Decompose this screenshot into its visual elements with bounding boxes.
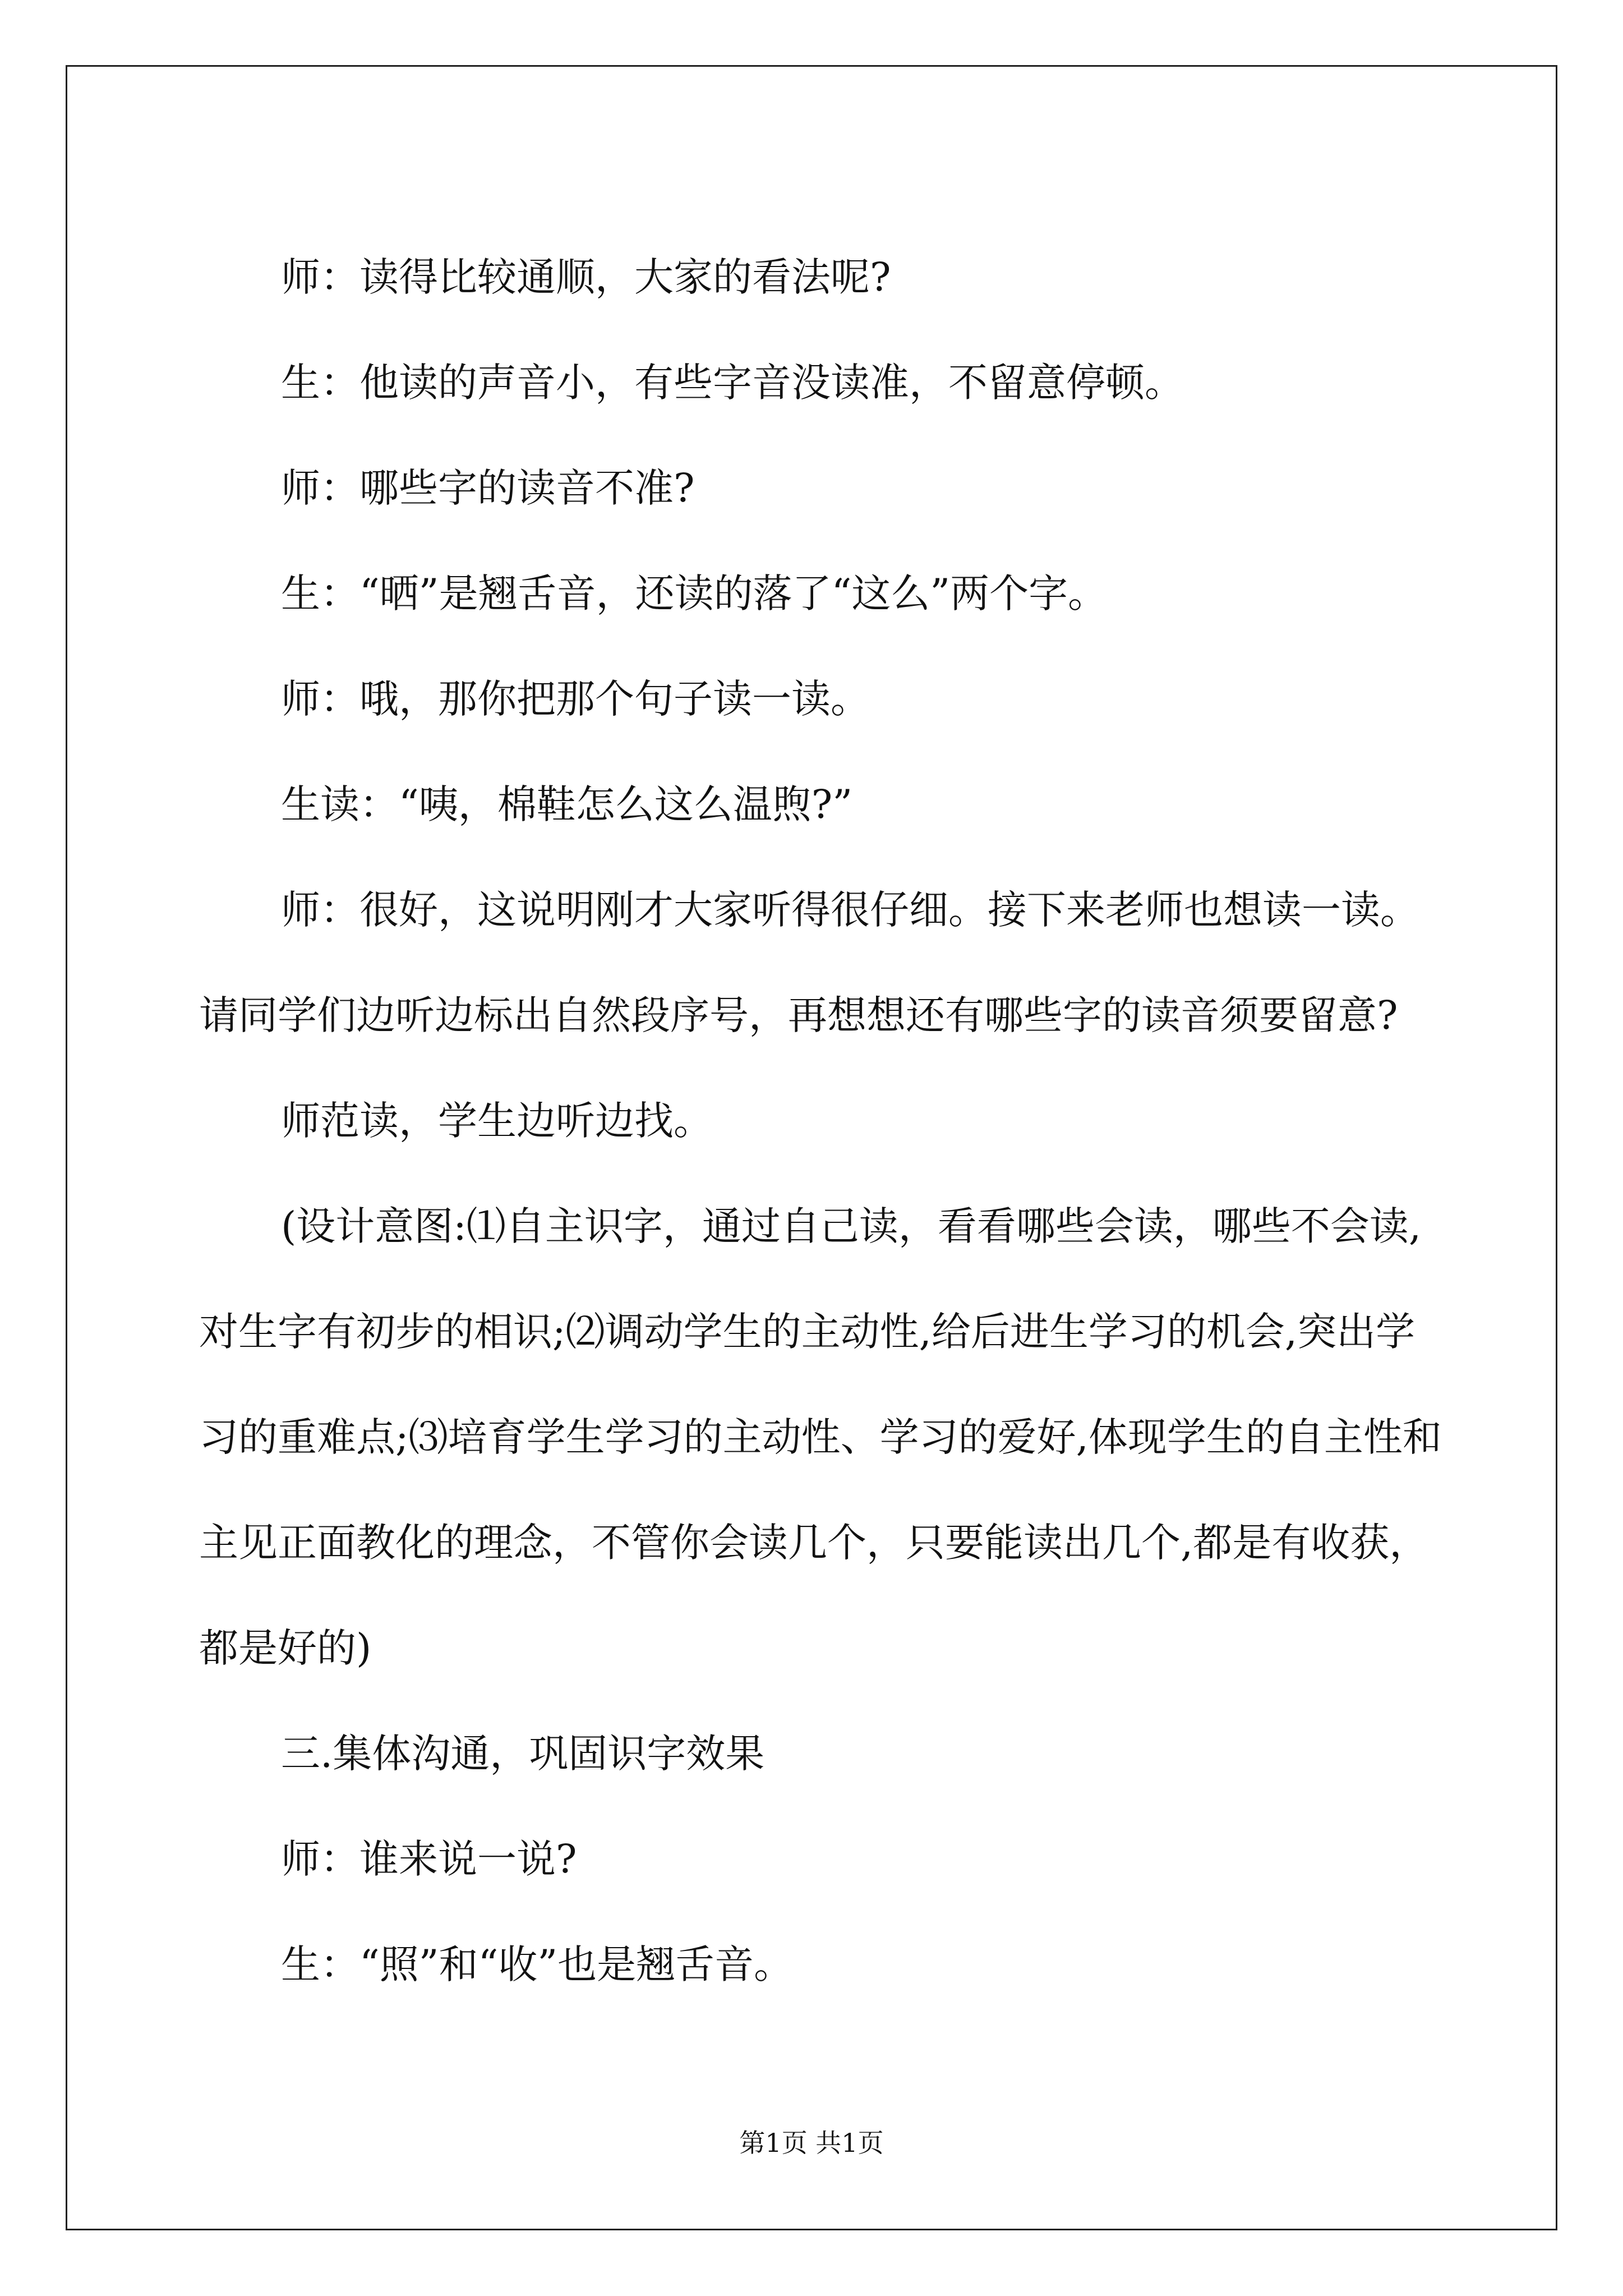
- paragraph-4: 生：“晒”是翘舌音，还读的落了“这么”两个字。: [281, 570, 1108, 616]
- paragraph-6: 生读：“咦，棉鞋怎么这么温煦?”: [281, 781, 853, 827]
- paragraph-3: 师：哪些字的读音不准?: [281, 465, 695, 511]
- paragraph-11: 师：谁来说一说?: [281, 1836, 577, 1882]
- paragraph-1: 师：读得比较通顺，大家的看法呢?: [281, 254, 891, 300]
- page-footer: 第1页 共1页: [739, 2128, 884, 2158]
- paragraph-9: (设计意图:⑴自主识字，通过自己读，看看哪些会读，哪些不会读,对生字有初步的相识;⑵调动学生的主动性,给后进生学习的机会,突出学习的重难点;⑶培育学生学习的主动性、学习的爱好,体现学生的自主性和主见正面教化的理念，不管你会读几个，只要能读出几个,都是有收获，都是好的): [199, 1203, 1442, 1671]
- paragraph-8: 师范读，学生边听边找。: [281, 1098, 713, 1144]
- section-heading: 三.集体沟通，巩固识字效果: [281, 1731, 765, 1777]
- paragraph-12: 生：“照”和“收”也是翘舌音。: [281, 1941, 794, 1987]
- paragraph-7: 师：很好，这说明刚才大家听得很仔细。接下来老师也想读一读。请同学们边听边标出自然段序号，再想想还有哪些字的读音须要留意?: [199, 887, 1419, 1038]
- paragraph-5: 师：哦，那你把那个句子读一读。: [281, 676, 870, 722]
- paragraph-2: 生：他读的声音小，有些字音没读准，不留意停顿。: [281, 360, 1184, 406]
- document-body: [199, 224, 1450, 2017]
